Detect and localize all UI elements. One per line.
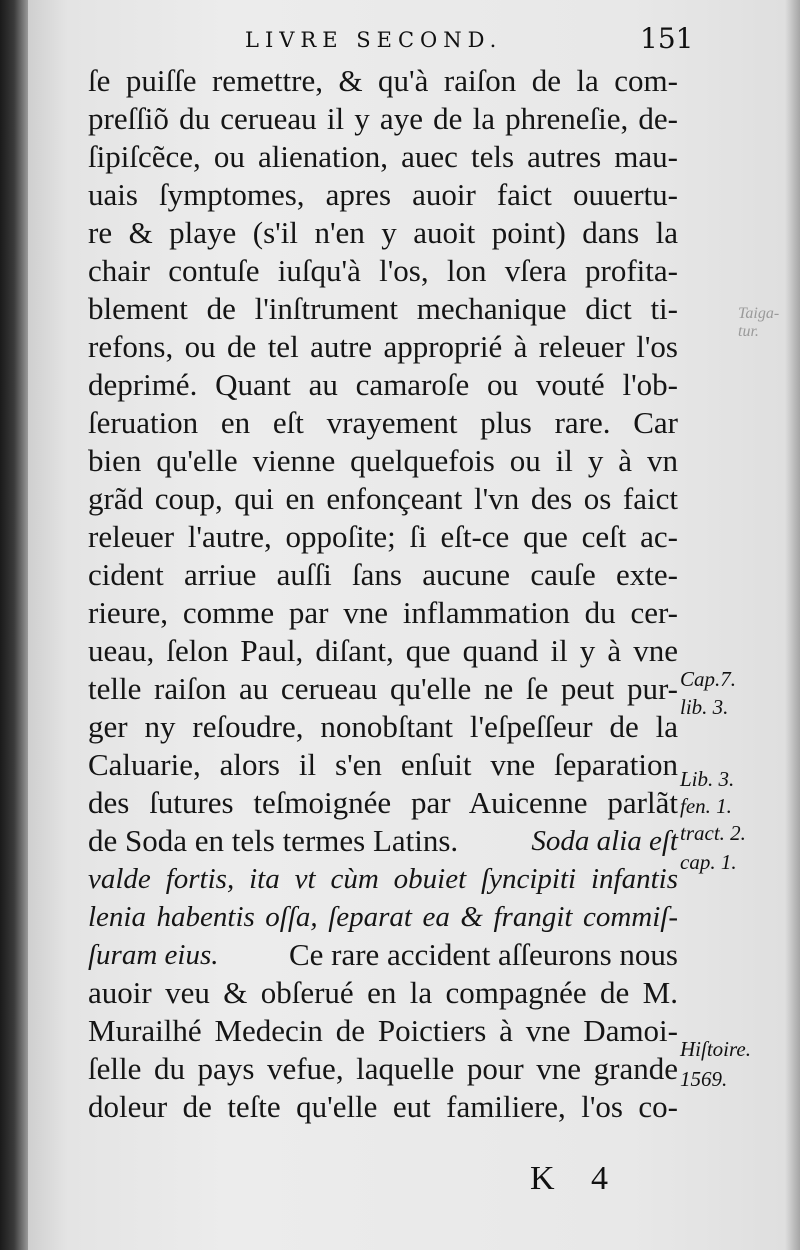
text-line: ſelle du pays vefue, laquelle pour vne grande xyxy=(88,1051,678,1086)
binding-edge xyxy=(0,0,28,1250)
margin-note: cap. 1. xyxy=(680,850,737,874)
text-line: ſe puiſſe remettre, & qu'à raiſon de la com- xyxy=(88,63,678,98)
text-line-italic: ſuram eius. xyxy=(88,939,219,971)
text-line-roman: de Soda en tels termes Latins. xyxy=(88,823,459,858)
text-line: des ſutures teſmoignée par Auicenne parlãt xyxy=(88,785,678,820)
margin-note: 1569. xyxy=(680,1067,728,1091)
text-line: uais ſymptomes, apres auoir faict ouuertu- xyxy=(88,177,678,212)
text-line: telle raiſon au cerueau qu'elle ne ſe peut pur- xyxy=(88,671,678,706)
text-line: preſſiõ du cerueau il y aye de la phreneſie, de- xyxy=(88,101,678,136)
text-line: rieure, comme par vne inflammation du cer- xyxy=(88,595,678,630)
text-line: deprimé. Quant au camaroſe ou vouté l'ob- xyxy=(88,367,678,402)
text-line-italic: valde fortis, ita vt cùm obuiet ſyncipiti infantis xyxy=(88,863,678,895)
margin-note: lib. 3. xyxy=(680,695,729,719)
text-line: bien qu'elle vienne quelquefois ou il y à vn xyxy=(88,443,678,478)
text-line: ueau, ſelon Paul, diſant, que quand il y à vne xyxy=(88,633,678,668)
text-line: ger ny reſoudre, nonobſtant l'eſpeſſeur de la xyxy=(88,709,678,744)
margin-note: Lib. 3. xyxy=(680,767,735,791)
margin-note: Cap.7. xyxy=(680,667,737,691)
text-line: re & playe (s'il n'en y auoit point) dans la xyxy=(88,215,678,250)
text-line: grãd coup, qui en enfonçeant l'vn des os faict xyxy=(88,481,678,516)
text-line: Caluarie, alors il s'en enſuit vne ſeparation xyxy=(88,747,678,782)
bleed-through-mark: Taiga- tur. xyxy=(738,305,780,340)
text-line-italic: Soda alia eſt xyxy=(531,825,678,857)
text-line: doleur de teſte qu'elle eut familiere, l'os co- xyxy=(88,1089,678,1124)
text-line: ſeruation en eſt vrayement plus rare. Car xyxy=(88,405,678,440)
margin-note: tract. 2. xyxy=(680,821,746,845)
page-header xyxy=(0,22,800,62)
margin-note: Hiſtoire. xyxy=(680,1037,751,1061)
text-line: cident arriue auſſi ſans aucune cauſe exte- xyxy=(88,557,678,592)
text-line xyxy=(88,936,678,974)
text-line: Murailhé Medecin de Poictiers à vne Damoi- xyxy=(88,1013,678,1048)
page-edge-shadow xyxy=(785,0,800,1250)
text-line: chair contuſe iuſqu'à l'os, lon vſera profita- xyxy=(88,253,678,288)
text-line-roman: Ce rare accident aſſeurons nous xyxy=(288,937,678,972)
text-line-italic: lenia habentis oſſa, ſeparat ea & frangit commiſ- xyxy=(88,901,678,933)
text-line: refons, ou de tel autre approprié à releuer l'os xyxy=(88,329,678,364)
body-text xyxy=(88,62,678,1126)
text-line: auoir veu & obſerué en la compagnée de M. xyxy=(88,975,678,1010)
margin-note: fen. 1. xyxy=(680,794,732,818)
text-line xyxy=(88,822,678,860)
page-number: 151 xyxy=(640,22,694,55)
running-head: LIVRE SECOND. xyxy=(245,28,503,52)
text-line: ſipiſcẽce, ou alienation, auec tels autres mau- xyxy=(88,139,678,174)
text-line: blement de l'inſtrument mechanique dict ti- xyxy=(88,291,678,326)
signature-mark: K 4 xyxy=(530,1160,623,1197)
text-line: releuer l'autre, oppoſite; ſi eſt-ce que ceſt ac- xyxy=(88,519,678,554)
